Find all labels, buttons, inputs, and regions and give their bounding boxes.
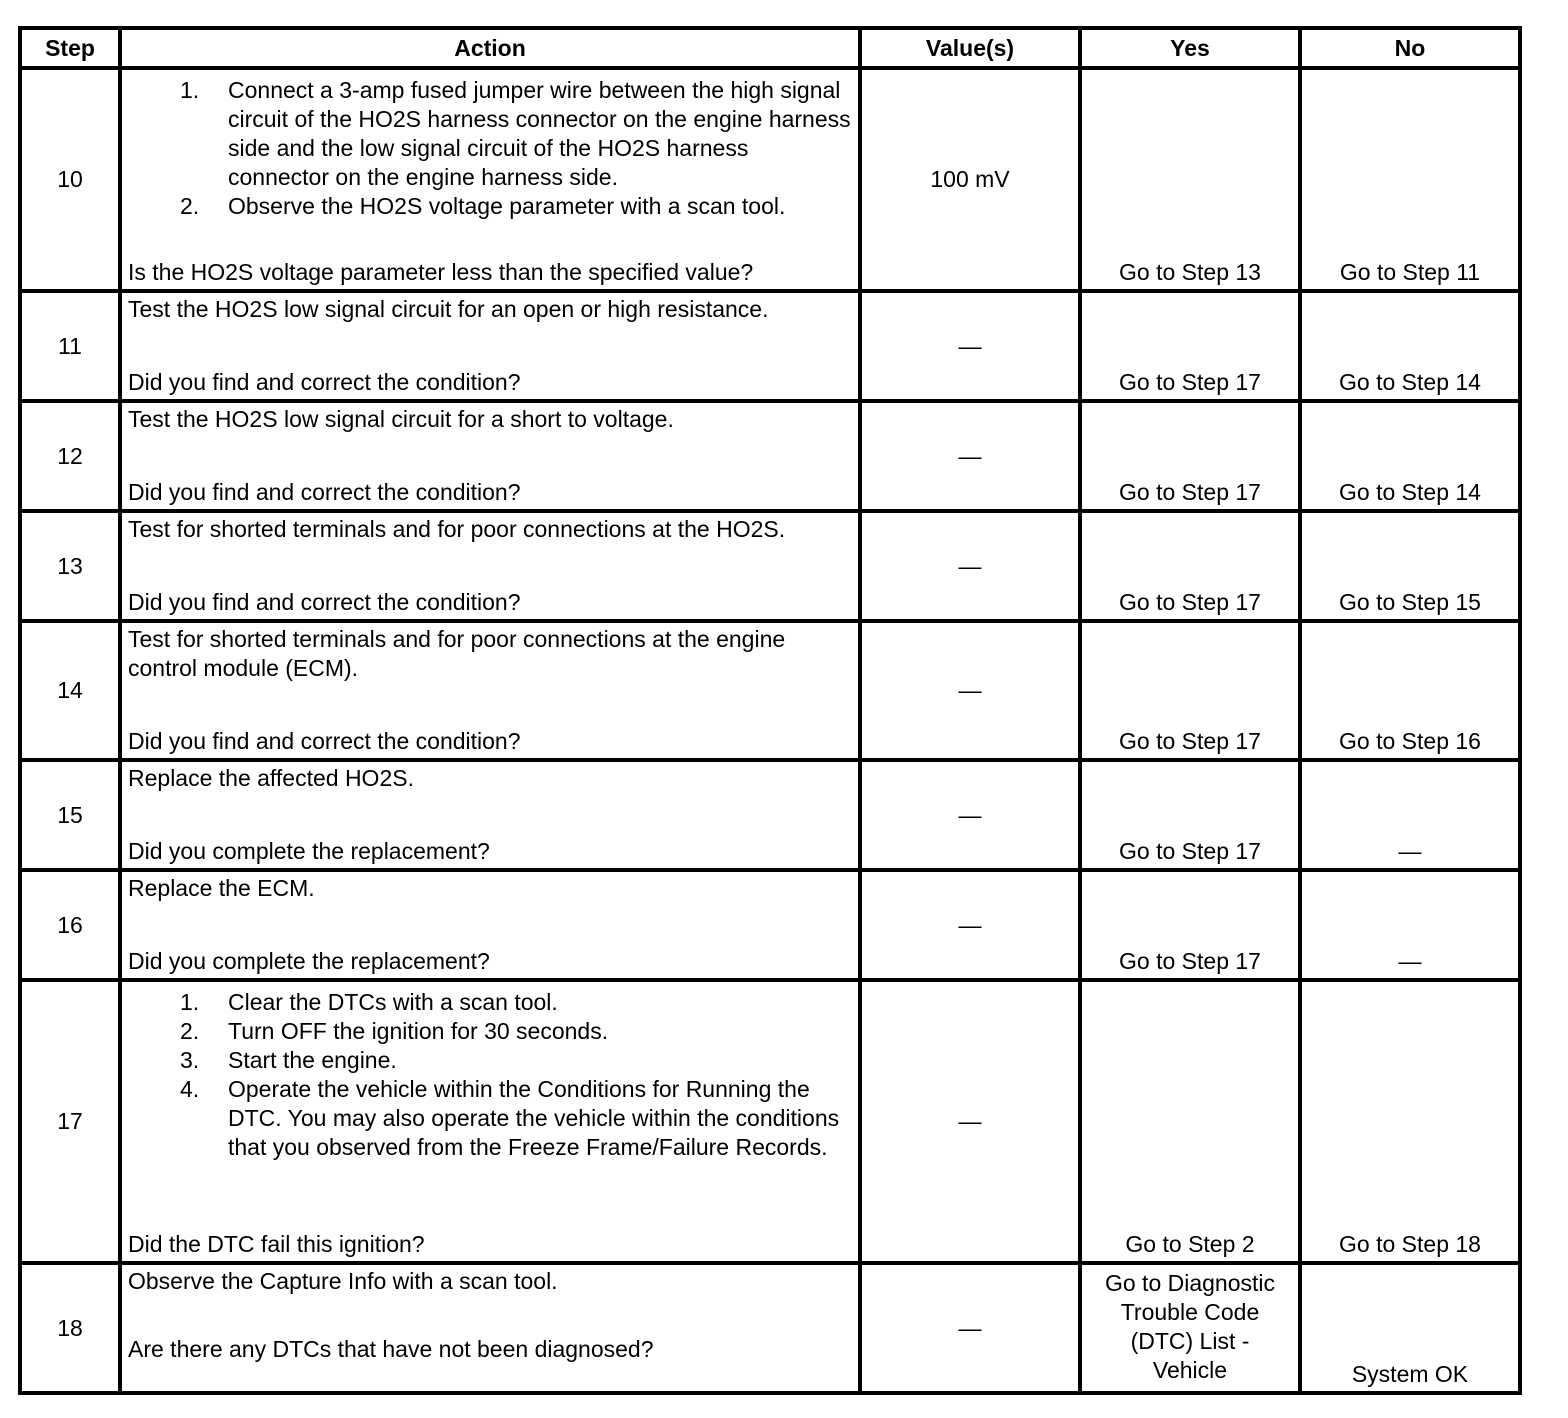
yes-cell: Go to Diagnostic Trouble Code (DTC) List - Vehicle xyxy=(1080,1263,1300,1393)
action-cell xyxy=(120,1263,860,1393)
header-no: No xyxy=(1300,28,1520,68)
table-row xyxy=(20,511,1520,621)
action-cell xyxy=(120,68,860,291)
action-question: Did you complete the replacement? xyxy=(128,948,490,974)
action-question: Did you find and correct the condition? xyxy=(128,728,521,754)
no-cell: Go to Step 11 xyxy=(1300,68,1520,291)
step-number: 15 xyxy=(20,760,120,870)
action-question: Did you find and correct the condition? xyxy=(128,479,521,505)
action-cell xyxy=(120,760,860,870)
table-row xyxy=(20,870,1520,980)
yes-cell: Go to Step 17 xyxy=(1080,401,1300,511)
value-cell: — xyxy=(860,621,1080,760)
action-cell xyxy=(120,511,860,621)
action-cell xyxy=(120,291,860,401)
step-number: 18 xyxy=(20,1263,120,1393)
action-instruction: Test for shorted terminals and for poor connections at the engine control module (ECM). xyxy=(128,626,786,681)
table-row xyxy=(20,401,1520,511)
list-item: 1. Connect a 3-amp fused jumper wire between the high signal circuit of the HO2S harness connector on the engine harness side and the low signal circuit of the HO2S harness connector on the engine harness side. xyxy=(180,77,851,190)
action-instruction: Replace the ECM. xyxy=(128,875,315,901)
value-cell: — xyxy=(860,291,1080,401)
step-number: 14 xyxy=(20,621,120,760)
yes-cell: Go to Step 17 xyxy=(1080,511,1300,621)
header-yes: Yes xyxy=(1080,28,1300,68)
header-step: Step xyxy=(20,28,120,68)
action-instruction: Test the HO2S low signal circuit for an open or high resistance. xyxy=(128,296,769,322)
list-item: 2. Turn OFF the ignition for 30 seconds. xyxy=(180,1018,609,1044)
value-cell: — xyxy=(860,401,1080,511)
list-item: 2. Observe the HO2S voltage parameter with a scan tool. xyxy=(180,193,786,219)
action-instruction: Replace the affected HO2S. xyxy=(128,765,414,791)
no-cell: Go to Step 16 xyxy=(1300,621,1520,760)
no-cell: System OK xyxy=(1300,1263,1520,1393)
action-cell xyxy=(120,401,860,511)
value-cell: — xyxy=(860,980,1080,1263)
step-number: 11 xyxy=(20,291,120,401)
list-item: 1. Clear the DTCs with a scan tool. xyxy=(180,989,558,1015)
table-row xyxy=(20,980,1520,1263)
yes-cell: Go to Step 13 xyxy=(1080,68,1300,291)
table-row xyxy=(20,1263,1520,1393)
value-cell: — xyxy=(860,1263,1080,1393)
diagnostic-table xyxy=(18,26,1522,1395)
table-row xyxy=(20,68,1520,291)
action-question: Did the DTC fail this ignition? xyxy=(128,1231,425,1257)
value-cell: — xyxy=(860,760,1080,870)
table-row xyxy=(20,760,1520,870)
table-row xyxy=(20,621,1520,760)
action-question: Are there any DTCs that have not been diagnosed? xyxy=(128,1336,654,1362)
no-cell: Go to Step 18 xyxy=(1300,980,1520,1263)
action-instruction: Observe the Capture Info with a scan tool. xyxy=(128,1268,558,1294)
yes-cell: Go to Step 17 xyxy=(1080,291,1300,401)
yes-cell: Go to Step 2 xyxy=(1080,980,1300,1263)
action-question: Did you find and correct the condition? xyxy=(128,369,521,395)
yes-cell: Go to Step 17 xyxy=(1080,621,1300,760)
action-question: Did you find and correct the condition? xyxy=(128,589,521,615)
step-number: 13 xyxy=(20,511,120,621)
header-action: Action xyxy=(120,28,860,68)
header-row xyxy=(20,28,1520,68)
value-cell: — xyxy=(860,511,1080,621)
yes-cell: Go to Step 17 xyxy=(1080,760,1300,870)
value-cell: 100 mV xyxy=(860,68,1080,291)
action-question: Is the HO2S voltage parameter less than the specified value? xyxy=(128,259,754,285)
no-cell: Go to Step 15 xyxy=(1300,511,1520,621)
action-instruction: Test the HO2S low signal circuit for a short to voltage. xyxy=(128,406,674,432)
step-number: 10 xyxy=(20,68,120,291)
no-cell: — xyxy=(1300,760,1520,870)
diagnostic-table-frame xyxy=(18,26,1522,1395)
action-question: Did you complete the replacement? xyxy=(128,838,490,864)
no-cell: Go to Step 14 xyxy=(1300,291,1520,401)
yes-cell: Go to Step 17 xyxy=(1080,870,1300,980)
action-cell xyxy=(120,980,860,1263)
no-cell: Go to Step 14 xyxy=(1300,401,1520,511)
action-list xyxy=(128,988,852,1162)
step-number: 17 xyxy=(20,980,120,1263)
action-cell xyxy=(120,870,860,980)
value-cell: — xyxy=(860,870,1080,980)
action-instruction: Test for shorted terminals and for poor connections at the HO2S. xyxy=(128,516,786,542)
header-values: Value(s) xyxy=(860,28,1080,68)
no-cell: — xyxy=(1300,870,1520,980)
action-cell xyxy=(120,621,860,760)
step-number: 16 xyxy=(20,870,120,980)
list-item: 4. Operate the vehicle within the Conditions for Running the DTC. You may also operate the vehicle within the conditions that you observed from the Freeze Frame/Failure Records. xyxy=(180,1076,840,1160)
table-row xyxy=(20,291,1520,401)
list-item: 3. Start the engine. xyxy=(180,1047,397,1073)
action-list xyxy=(128,76,852,221)
step-number: 12 xyxy=(20,401,120,511)
